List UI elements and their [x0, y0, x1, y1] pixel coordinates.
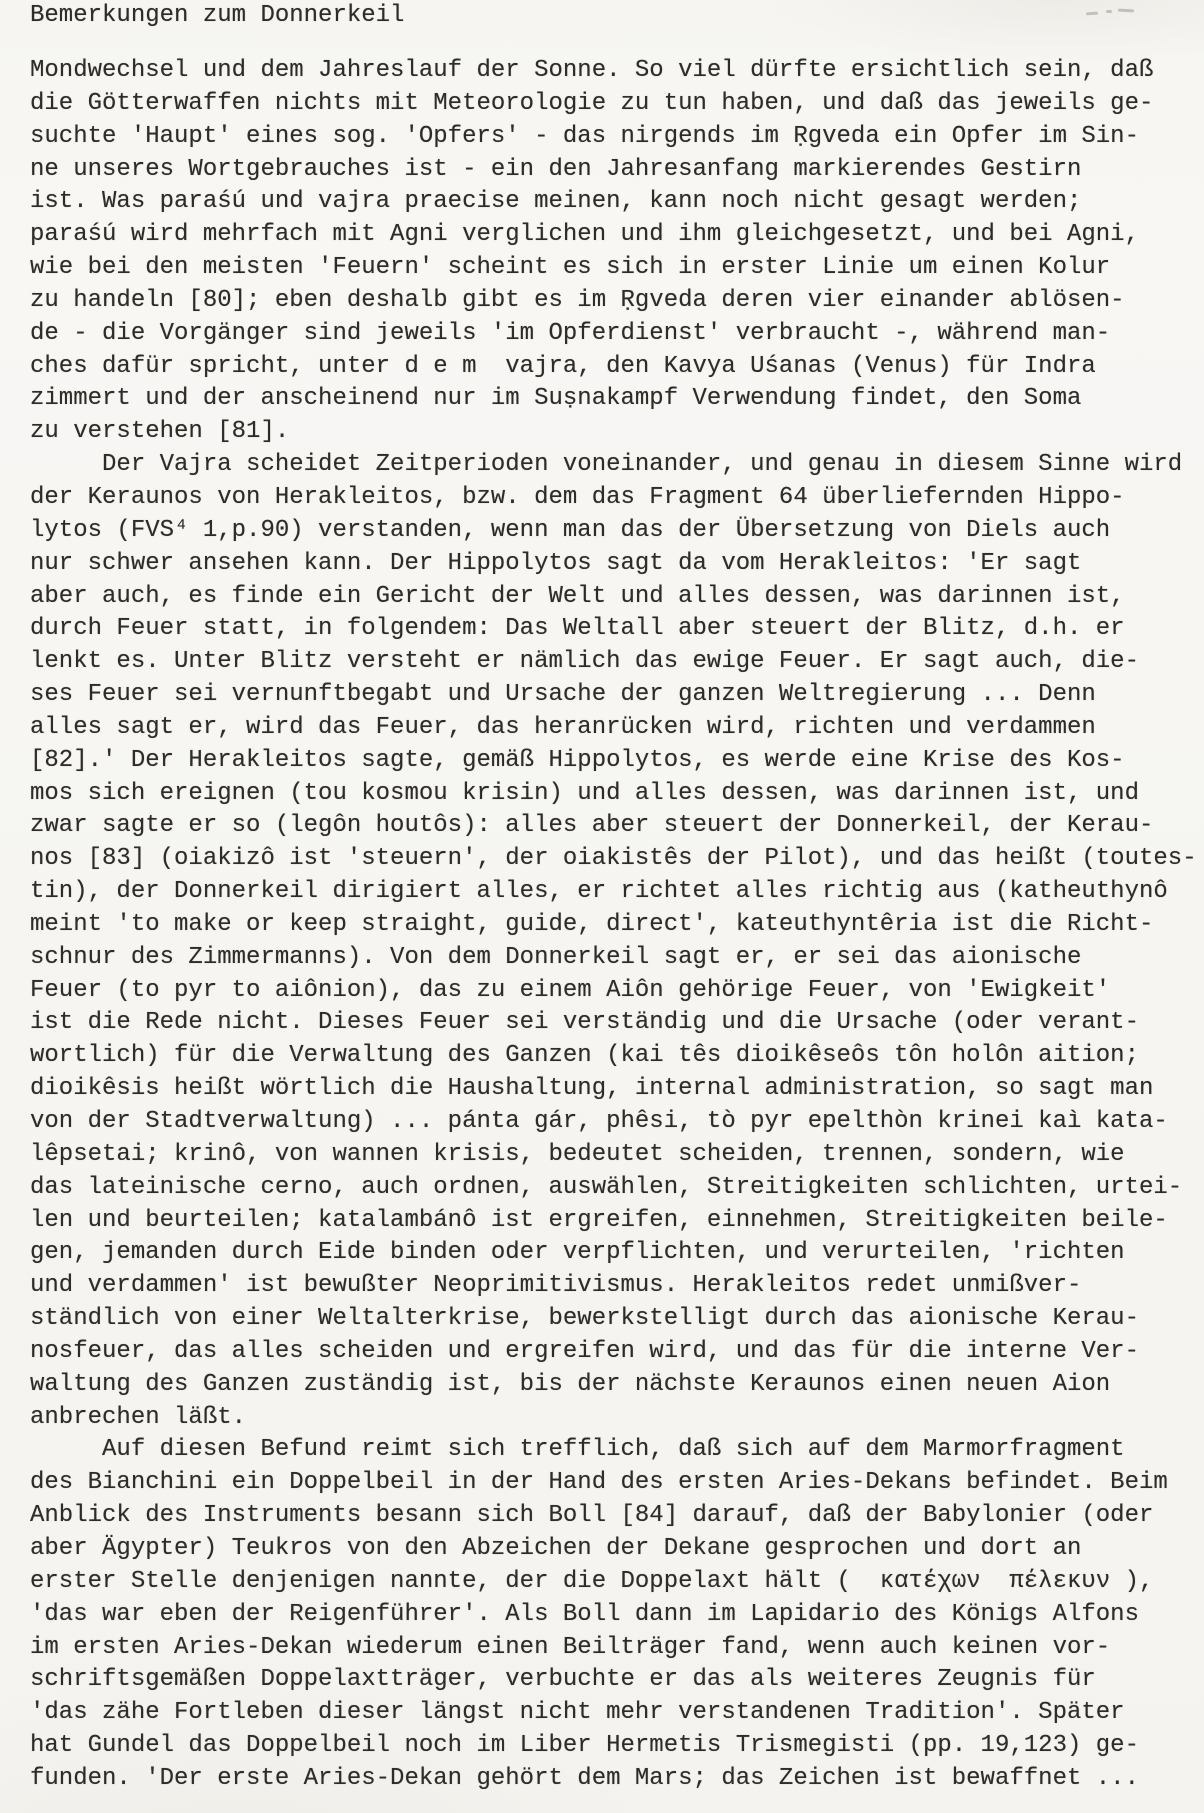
- text-line: Feuer (to pyr to aiônion), das zu einem Aiôn gehörige Feuer, von 'Ewigkeit': [30, 976, 1111, 1004]
- text-line: suchte 'Haupt' eines sog. 'Opfers' - das nirgends im Ṛgveda ein Opfer im Sin-: [30, 122, 1139, 150]
- text-line: der Keraunos von Herakleitos, bzw. dem das Fragment 64 überliefernden Hippo-: [30, 483, 1125, 511]
- text-line: paraśú wird mehrfach mit Agni verglichen und ihm gleichgesetzt, und bei Agni,: [30, 221, 1139, 249]
- text-line: wie bei den meisten 'Feuern' scheint es sich in erster Linie um einen Kolur: [30, 254, 1111, 282]
- text-line: nur schwer ansehen kann. Der Hippolytos sagt da vom Herakleitos: 'Er sagt: [30, 549, 1082, 577]
- text-line: das lateinische cerno, auch ordnen, auswählen, Streitigkeiten schlichten, urtei-: [30, 1173, 1183, 1201]
- text-line: [82].' Der Herakleitos sagte, gemäß Hippolytos, es werde eine Krise des Kos-: [30, 746, 1125, 774]
- text-line: 'das zähe Fortleben dieser längst nicht mehr verstandenen Tradition'. Später: [30, 1699, 1125, 1727]
- text-line: und verdammen' ist bewußter Neoprimitivismus. Herakleitos redet unmißver-: [30, 1272, 1082, 1300]
- text-line: waltung des Ganzen zuständig ist, bis der nächste Keraunos einen neuen Aion: [30, 1370, 1111, 1398]
- text-line: ist die Rede nicht. Dieses Feuer sei verständig und die Ursache (oder verant-: [30, 1009, 1139, 1037]
- text-line: mos sich ereignen (tou kosmou krisin) und alles dessen, was darinnen ist, und: [30, 779, 1139, 807]
- text-line: alles sagt er, wird das Feuer, das heranrücken wird, richten und verdammen: [30, 713, 1096, 741]
- text-line: ne unseres Wortgebrauches ist - ein den Jahresanfang markierendes Gestirn: [30, 155, 1082, 183]
- text-line: von der Stadtverwaltung) ... pánta gár, phêsi, tò pyr epelthòn krinei kaì kata-: [30, 1108, 1168, 1135]
- text-line: Auf diesen Befund reimt sich trefflich, daß sich auf dem Marmorfragment: [30, 1436, 1125, 1464]
- text-line: len und beurteilen; katalambánô ist ergreifen, einnehmen, Streitigkeiten beile-: [30, 1206, 1168, 1234]
- text-line: ses Feuer sei vernunftbegabt und Ursache der ganzen Weltregierung ... Denn: [30, 681, 1096, 709]
- text-line: dioikêsis heißt wörtlich die Haushaltung, internal administration, so sagt man: [30, 1075, 1154, 1103]
- text-line: zu handeln [80]; eben deshalb gibt es im Ṛgveda deren vier einander ablösen-: [30, 286, 1125, 314]
- text-line: erster Stelle denjenigen nannte, der die Doppelaxt hält ( κατέχων πέλεκυν ),: [30, 1567, 1154, 1595]
- text-line: funden. 'Der erste Aries-Dekan gehört dem Mars; das Zeichen ist bewaffnet ...: [30, 1764, 1139, 1792]
- corner-smudge: [1086, 8, 1142, 18]
- text-line: zwar sagte er so (legôn houtôs): alles aber steuert der Donnerkeil, der Kerau-: [30, 812, 1154, 840]
- text-line: durch Feuer statt, in folgendem: Das Weltall aber steuert der Blitz, d.h. er: [30, 615, 1125, 643]
- document-body: [30, 55, 1200, 1796]
- text-line: lenkt es. Unter Blitz versteht er nämlich das ewige Feuer. Er sagt auch, die-: [30, 648, 1139, 676]
- text-line: ist. Was paraśú und vajra praecise meinen, kann noch nicht gesagt werden;: [30, 188, 1082, 216]
- text-line: nosfeuer, das alles scheiden und ergreifen wird, und das für die interne Ver-: [30, 1337, 1139, 1365]
- text-line: die Götterwaffen nichts mit Meteorologie zu tun haben, und daß das jeweils ge-: [30, 89, 1154, 117]
- text-line: aber Ägypter) Teukros von den Abzeichen der Dekane gesprochen und dort an: [30, 1534, 1082, 1562]
- text-line: Anblick des Instruments besann sich Boll [84] darauf, daß der Babylonier (oder: [30, 1502, 1154, 1530]
- text-line: des Bianchini ein Doppelbeil in der Hand des ersten Aries-Dekans befindet. Beim: [30, 1469, 1168, 1497]
- text-line: lytos (FVS⁴ 1,p.90) verstanden, wenn man das der Übersetzung von Diels auch: [30, 516, 1111, 544]
- text-line: ches dafür spricht, unter d e m vajra, den Kavya Uśanas (Venus) für Indra: [30, 352, 1096, 380]
- text-line: lêpsetai; krinô, von wannen krisis, bedeutet scheiden, trennen, sondern, wie: [30, 1140, 1125, 1168]
- text-line: aber auch, es finde ein Gericht der Welt und alles dessen, was darinnen ist,: [30, 582, 1125, 610]
- text-line: schnur des Zimmermanns). Von dem Donnerkeil sagt er, er sei das aionische: [30, 943, 1082, 971]
- text-line: nos [83] (oiakizô ist 'steuern', der oiakistês der Pilot), und das heißt (toutes-: [30, 845, 1197, 873]
- text-line: meint 'to make or keep straight, guide, direct', kateuthyntêria ist die Richt-: [30, 910, 1154, 938]
- text-line: Der Vajra scheidet Zeitperioden voneinander, und genau in diesem Sinne wird: [30, 451, 1183, 479]
- text-line: ständlich von einer Weltalterkrise, bewerkstelligt durch das aionische Kerau-: [30, 1305, 1139, 1333]
- text-line: 'das war eben der Reigenführer'. Als Boll dann im Lapidario des Königs Alfons: [30, 1600, 1139, 1628]
- text-line: schriftsgemäßen Doppelaxtträger, verbuchte er das als weiteres Zeugnis für: [30, 1666, 1096, 1694]
- text-line: gen, jemanden durch Eide binden oder verpflichten, und verurteilen, 'richten: [30, 1239, 1125, 1267]
- text-line: wortlich) für die Verwaltung des Ganzen (kai tês dioikêseôs tôn holôn aition;: [30, 1042, 1139, 1070]
- text-line: hat Gundel das Doppelbeil noch im Liber Hermetis Trismegisti (pp. 19,123) ge-: [30, 1732, 1139, 1760]
- text-line: zu verstehen [81].: [30, 418, 290, 446]
- text-line: tin), der Donnerkeil dirigiert alles, er richtet alles richtig aus (katheuthynô: [30, 878, 1168, 906]
- text-line: de - die Vorgänger sind jeweils 'im Opferdienst' verbraucht -, während man-: [30, 319, 1111, 347]
- text-line: im ersten Aries-Dekan wiederum einen Beilträger fand, wenn auch keinen vor-: [30, 1633, 1111, 1661]
- text-line: anbrechen läßt.: [30, 1403, 247, 1431]
- text-line: Mondwechsel und dem Jahreslauf der Sonne. So viel dürfte ersichtlich sein, daß: [30, 57, 1154, 84]
- text-line: zimmert und der anscheinend nur im Suṣnakampf Verwendung findet, den Soma: [30, 385, 1082, 413]
- page-title: Bemerkungen zum Donnerkeil: [30, 2, 405, 29]
